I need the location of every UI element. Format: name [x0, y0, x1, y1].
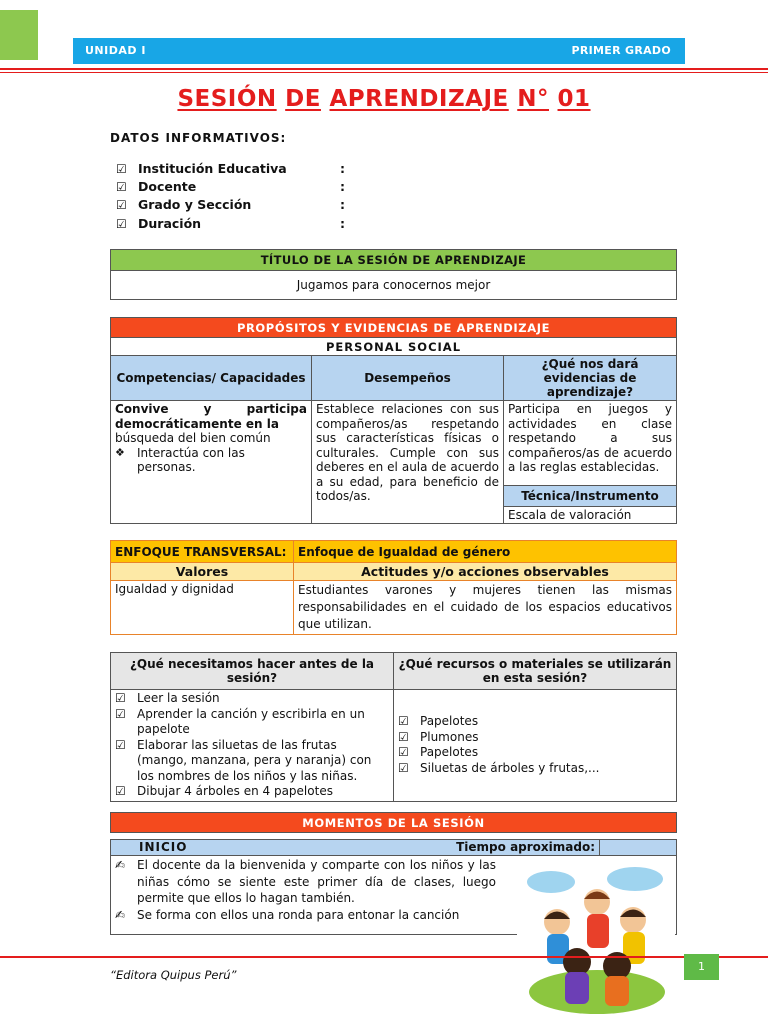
list-item: ✍ Se forma con ellos una ronda para entonar la canción — [115, 907, 460, 922]
children-circle-illustration — [517, 862, 675, 1018]
list-item: ☑ Papelotes — [398, 714, 479, 729]
titulo-sesion-table — [110, 249, 677, 300]
list-item: ☑ Aprender la canción y escribirla en un papelote — [115, 706, 365, 736]
checked-box-icon: ☑ — [116, 217, 127, 231]
pencil-bullet-icon: ✍ — [115, 907, 126, 922]
enfoque-label: ENFOQUE TRANSVERSAL: — [111, 541, 294, 563]
actitud-text: Estudiantes varones y mujeres tienen las mismas responsabilidades en el cuidado de los espacios educativos que utilizan. — [294, 581, 677, 635]
col-evidencias: ¿Qué nos dará evidencias de aprendizaje? — [504, 356, 677, 401]
tecnica-header: Técnica/Instrumento — [504, 486, 677, 507]
antes-list — [111, 690, 394, 802]
list-item: ☑ Siluetas de árboles y frutas,... — [398, 760, 600, 775]
unit-label: UNIDAD I — [85, 44, 146, 57]
evidencia-text: Participa en juegos y actividades en clase respetando a sus compañeros/as de acuerdo a las reglas establecidas. — [504, 401, 677, 486]
corner-tab — [0, 10, 38, 60]
momentos-header: MOMENTOS DE LA SESIÓN — [110, 812, 677, 833]
list-item: ☑ Leer la sesión — [115, 691, 220, 705]
inicio-label: INICIO Tiempo aproximado: — [111, 840, 600, 856]
recursos-list — [394, 690, 677, 802]
desempeno-text: Establece relaciones con sus compañeros/as respetando sus características físicas o culturales. Cumple con sus deberes en el aula de acuerdo a su edad, para beneficio de todos/as. — [312, 401, 504, 524]
checked-box-icon: ☑ — [116, 162, 127, 176]
antes-header: ¿Qué necesitamos hacer antes de la sesión? — [111, 653, 394, 690]
info-item-docente: ☑ Docente : — [116, 179, 345, 194]
recursos-header: ¿Qué recursos o materiales se utilizarán en esta sesión? — [394, 653, 677, 690]
checked-box-icon: ☑ — [116, 198, 127, 212]
list-item: ☑ Plumones — [398, 729, 479, 744]
checked-box-icon: ☑ — [115, 691, 126, 705]
titulo-sesion-value: Jugamos para conocernos mejor — [111, 271, 677, 300]
checked-box-icon: ☑ — [115, 784, 126, 798]
competencia-text-rest: búsqueda del bien común — [115, 431, 271, 445]
header-rule-thin — [0, 72, 768, 73]
enfoque-value: Enfoque de Igualdad de género — [294, 541, 677, 563]
list-item: ☑ Papelotes — [398, 745, 479, 760]
checked-box-icon: ☑ — [116, 180, 127, 194]
info-item-institucion: ☑ Institución Educativa : — [116, 161, 345, 176]
list-item: ☑ Elaborar las siluetas de las frutas (mango, manzana, pera y naranja) con los nombres de los niños y las niñas. — [115, 737, 372, 783]
competencia-cell — [111, 401, 312, 524]
grade-label: PRIMER GRADO — [571, 44, 671, 57]
pencil-bullet-icon: ✍ — [115, 858, 126, 872]
area-label: PERSONAL SOCIAL — [111, 338, 677, 356]
titulo-sesion-header: TÍTULO DE LA SESIÓN DE APRENDIZAJE — [111, 250, 677, 271]
enfoque-table — [110, 540, 677, 635]
checked-box-icon: ☑ — [398, 729, 409, 744]
actitudes-header: Actitudes y/o acciones observables — [294, 563, 677, 581]
competencia-text: Convive y participa democráticamente en la — [115, 402, 307, 431]
info-item-duracion: ☑ Duración : — [116, 216, 345, 231]
diamond-bullet-icon: ❖ — [115, 445, 125, 459]
col-desempenos: Desempeños — [312, 356, 504, 401]
col-competencias: Competencias/ Capacidades — [111, 356, 312, 401]
checked-box-icon: ☑ — [398, 760, 409, 775]
propositos-header: PROPÓSITOS Y EVIDENCIAS DE APRENDIZAJE — [111, 318, 677, 338]
publisher-label: “Editora Quipus Perú” — [110, 968, 237, 982]
header-bar — [73, 38, 685, 64]
page-number: 1 — [684, 954, 719, 980]
list-item: ☑ Dibujar 4 árboles en 4 papelotes — [115, 784, 333, 798]
checked-box-icon: ☑ — [115, 706, 126, 721]
tiempo-label: Tiempo aproximado: — [456, 840, 595, 854]
capacidad-text: Interactúa con las personas. — [136, 445, 245, 474]
valores-header: Valores — [111, 563, 294, 581]
checked-box-icon: ☑ — [115, 737, 126, 752]
tecnica-value: Escala de valoración — [504, 507, 677, 524]
valor-text: Igualdad y dignidad — [111, 581, 294, 635]
page-title: SESIÓN DE APRENDIZAJE N° 01 — [177, 86, 591, 112]
header-rule — [0, 68, 768, 70]
list-item: ✍ El docente da la bienvenida y comparte con los niños y las niñas cómo se siente este primer día de clases, luego permite que ellos lo hagan también. — [115, 858, 496, 905]
footer-rule — [0, 956, 768, 958]
tiempo-value-cell — [600, 840, 677, 856]
propositos-table — [110, 317, 677, 524]
preparacion-table — [110, 652, 677, 802]
datos-heading: DATOS INFORMATIVOS: — [110, 131, 287, 145]
info-item-grado: ☑ Grado y Sección : — [116, 197, 345, 212]
checked-box-icon: ☑ — [398, 745, 409, 760]
checked-box-icon: ☑ — [398, 714, 409, 729]
